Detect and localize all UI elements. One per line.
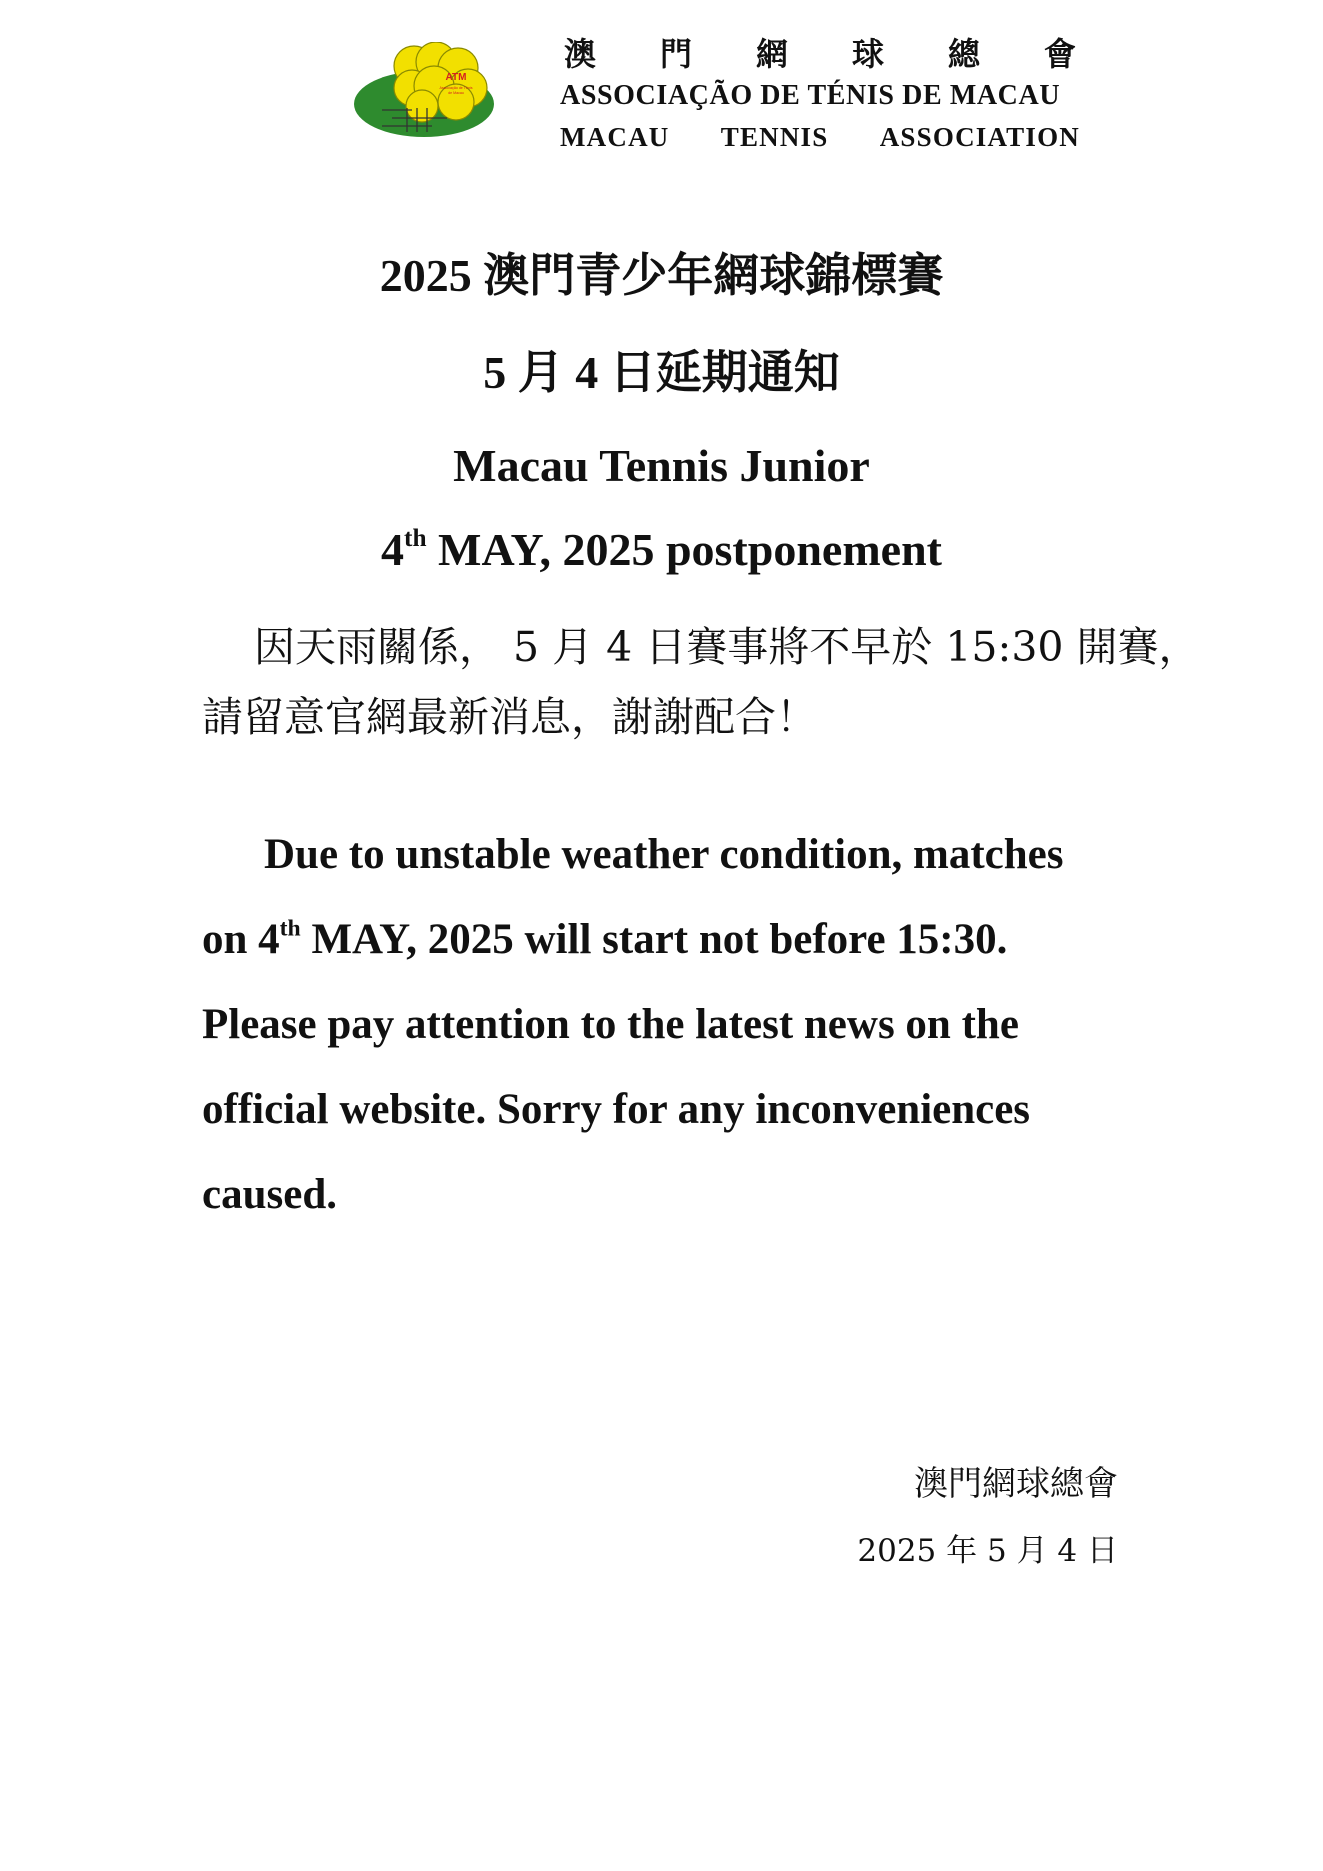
- notice-chinese-line-1: 因天雨關係， 5 月 4 日賽事將不早於 15:30 開賽，: [254, 623, 1200, 671]
- title-chinese-notice: 5 月 4 日延期通知: [483, 347, 840, 398]
- letterhead-char: 總: [947, 36, 980, 72]
- letterhead-word: MACAU: [560, 122, 670, 152]
- letterhead-char: 門: [659, 36, 692, 72]
- logo-sub-text-2: de Macau: [448, 91, 464, 95]
- letterhead-char: 球: [851, 36, 884, 72]
- signature-organization: 澳門網球總會: [914, 1464, 1118, 1504]
- title-english-notice: [0, 522, 1323, 578]
- title-day: 4: [381, 524, 405, 575]
- letterhead-word: TENNIS: [720, 122, 829, 152]
- notice-english-day-suffix: th: [279, 915, 301, 942]
- logo-atm-text: ATM: [445, 72, 467, 83]
- letterhead-word: ASSOCIATION: [879, 122, 1080, 152]
- notice-english-line-2: [202, 897, 1202, 982]
- title-chinese-event: 2025 澳門青少年網球錦標賽: [379, 250, 944, 301]
- letterhead-char: 會: [1043, 36, 1076, 72]
- letterhead: [560, 32, 1080, 158]
- notice-english-line-5: caused.: [202, 1171, 337, 1218]
- letterhead-chinese-name: [560, 32, 1080, 76]
- letterhead-portuguese-name: ASSOCIAÇÃO DE TÉNIS DE MACAU: [560, 80, 1061, 111]
- letterhead-char: 澳: [564, 36, 597, 72]
- tennis-balls-logo-icon: [352, 42, 502, 142]
- notice-english-line-3: Please pay attention to the latest news on the: [202, 1001, 1019, 1048]
- title-rest: MAY, 2025 postponement: [426, 524, 942, 575]
- letterhead-char: 網: [755, 36, 788, 72]
- title-day-suffix: th: [404, 524, 427, 553]
- notice-english-line-4: official website. Sorry for any inconveniences: [202, 1086, 1031, 1133]
- signature-date: 2025 年 5 月 4 日: [857, 1533, 1118, 1569]
- title-english-event: Macau Tennis Junior: [453, 440, 870, 491]
- notice-english-line-1: Due to unstable weather condition, matches: [264, 831, 1064, 878]
- notice-chinese: [202, 612, 1242, 752]
- letterhead-english-name: [560, 116, 1080, 158]
- logo-sub-text-1: Associação de Ténis: [439, 86, 473, 90]
- notice-chinese-line-2: 請留意官網最新消息，謝謝配合！: [202, 693, 817, 741]
- notice-english: [202, 812, 1202, 1237]
- notice-english-line-2-post: MAY, 2025 will start not before 15:30.: [300, 916, 1008, 963]
- notice-english-line-2-pre: on 4: [202, 916, 280, 963]
